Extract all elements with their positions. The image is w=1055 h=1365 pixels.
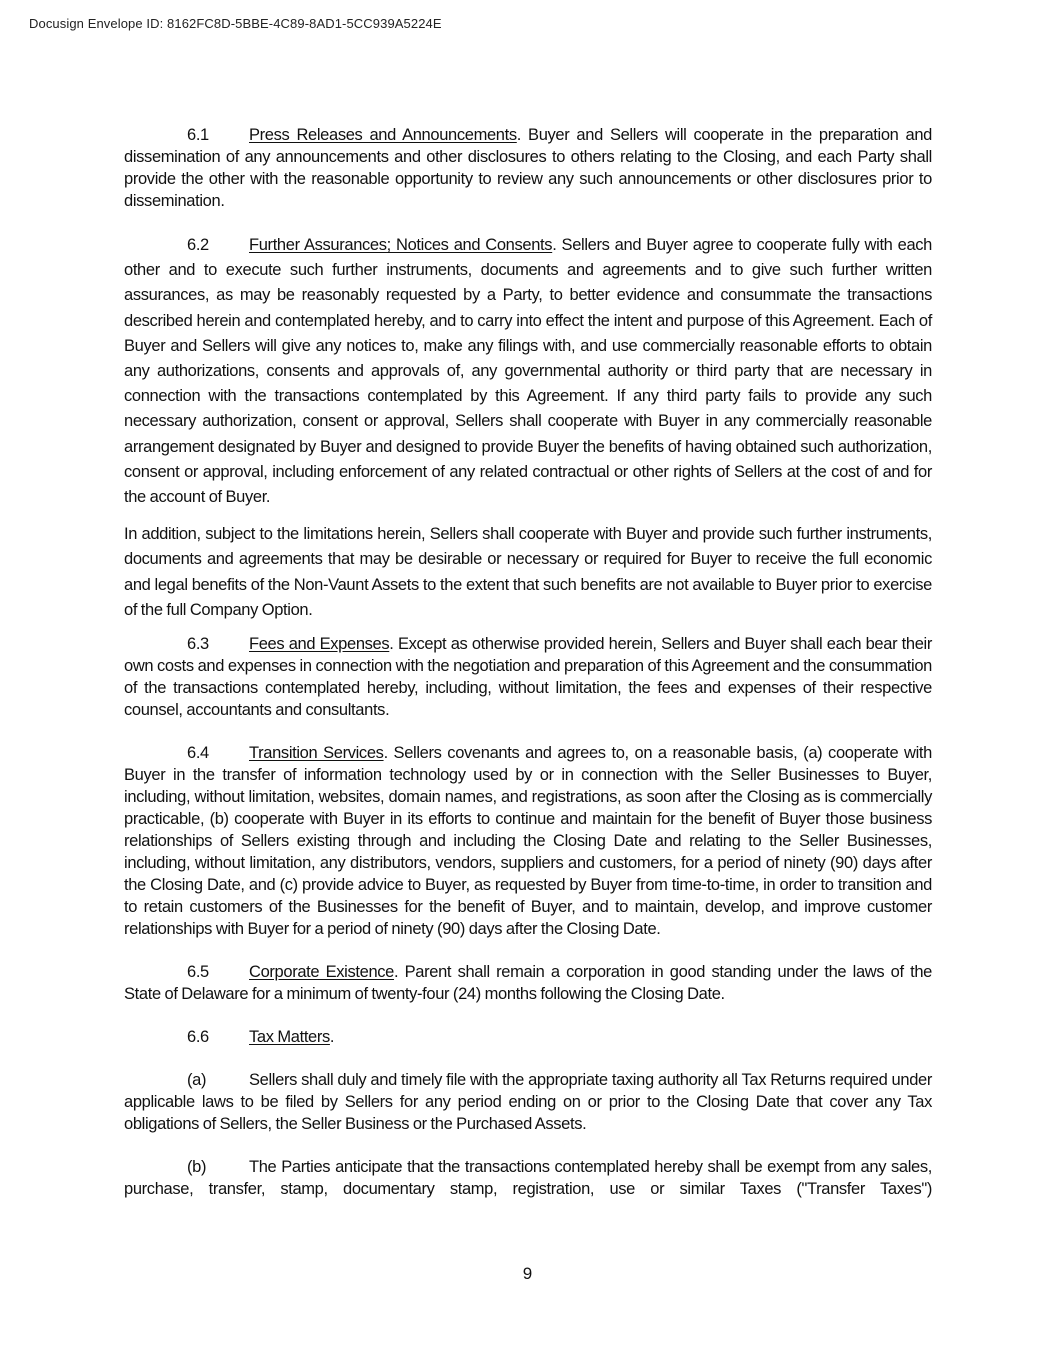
document-page — [124, 124, 932, 1200]
section-number: 6.4 — [187, 744, 209, 763]
subsection-body: The Parties anticipate that the transactions contemplated hereby shall be exempt from any sales, purchase, transfer, stamp, documentary stamp, registration, use or similar Taxes ("Transfer Taxes") — [124, 1158, 932, 1199]
section-6-1 — [124, 124, 932, 212]
section-number: 6.1 — [187, 126, 209, 144]
subsection-6-6-b — [124, 1156, 932, 1200]
section-number: 6.5 — [187, 963, 209, 982]
section-number: 6.2 — [187, 236, 209, 254]
section-6-2 — [124, 233, 932, 510]
section-6-5 — [124, 961, 932, 1005]
section-number: 6.6 — [187, 1028, 209, 1047]
subsection-body: Sellers shall duly and timely file with the appropriate taxing authority all Tax Returns required under applicable laws to be filed by Sellers for any period ending on or prior to the Closing Date that cover any Tax obligations of Sellers, the Seller Business or the Purchased Assets. — [124, 1071, 932, 1134]
section-body: . Sellers covenants and agrees to, on a reasonable basis, (a) cooperate with Buyer in the transfer of information technology used by or in connection with the Seller Businesses to Buyer, including, without limitation, websites, domain names, and registrations, as soon after the Closing as is commercially practicable, (b) cooperate with Buyer in its efforts to continue and maintain for the benefit of Buyer those business relationships of Sellers existing through and including the Closing Date and relating to the Seller Businesses, including, without limitation, any distributors, vendors, suppliers and customers, for a period of ninety (90) days after the Closing Date, and (c) provide advice to Buyer, as requested by Buyer from time-to-time, in order to transition and to retain customers of the Businesses for the benefit of Buyer, and to maintain, develop, and improve customer relationships with Buyer for a period of ninety (90) days after the Closing Date. — [124, 744, 932, 939]
section-6-3 — [124, 633, 932, 721]
subsection-label: (a) — [187, 1071, 207, 1090]
section-title: Further Assurances; Notices and Consents — [249, 236, 553, 254]
section-number: 6.3 — [187, 635, 209, 654]
section-title: Press Releases and Announcements — [249, 126, 517, 144]
section-body: . Except as otherwise provided herein, Sellers and Buyer shall each bear their own costs and expenses in connection with the negotiation and preparation of this Agreement and the consummation of the transactions contemplated hereby, including, without limitation, the fees and expenses of their respective counsel, accountants and consultants. — [124, 635, 932, 720]
section-6-6 — [124, 1026, 932, 1048]
docusign-envelope-id: Docusign Envelope ID: 8162FC8D-5BBE-4C89-8AD1-5CC939A5224E — [29, 16, 442, 31]
section-body: . Parent shall remain a corporation in good standing under the laws of the State of Delaware for a minimum of twenty-four (24) months following the Closing Date. — [124, 963, 932, 1004]
section-title: Transition Services — [249, 744, 384, 763]
section-6-2-continuation: In addition, subject to the limitations herein, Sellers shall cooperate with Buyer and provide such further instruments, documents and agreements that may be desirable or necessary or required for Buyer to receive the full economic and legal benefits of the Non-Vaunt Assets to the extent that such benefits are not available to Buyer prior to exercise of the full Company Option. — [124, 525, 932, 619]
subsection-label: (b) — [187, 1158, 207, 1177]
section-title: Fees and Expenses — [249, 635, 390, 654]
section-6-4 — [124, 742, 932, 940]
section-body: . Buyer and Sellers will cooperate in the preparation and dissemination of any announcements and other disclosures to others relating to the Closing, and each Party shall provide the other with the reasonable opportunity to review any such announcements or other disclosures prior to dissemination. — [124, 126, 932, 210]
section-title: Corporate Existence — [249, 963, 395, 982]
subsection-6-6-a — [124, 1069, 932, 1135]
page-number: 9 — [522, 1264, 533, 1283]
section-title: Tax Matters — [249, 1028, 330, 1047]
section-body: . Sellers and Buyer agree to cooperate fully with each other and to execute such further instruments, documents and agreements and to give such further written assurances, as may be reasonably requested by a Party, to better evidence and consummate the transactions described herein and contemplated hereby, and to carry into effect the intent and purpose of this Agreement. Each of Buyer and Sellers will give any notices to, make any filings with, and use commercially reasonable efforts to obtain any authorizations, consents and approvals of, any governmental authority or third party that are necessary in connection with the transactions contemplated by this Agreement. If any third party fails to provide any such necessary authorization, consent or approval, Sellers shall cooperate with Buyer in any commercially reasonable arrangement designated by Buyer and designed to provide Buyer the benefits of having obtained such authorization, consent or approval, including enforcement of any related contractual or other rights of Sellers at the cost of and for the account of Buyer. — [124, 236, 932, 507]
section-body: . — [329, 1028, 335, 1047]
